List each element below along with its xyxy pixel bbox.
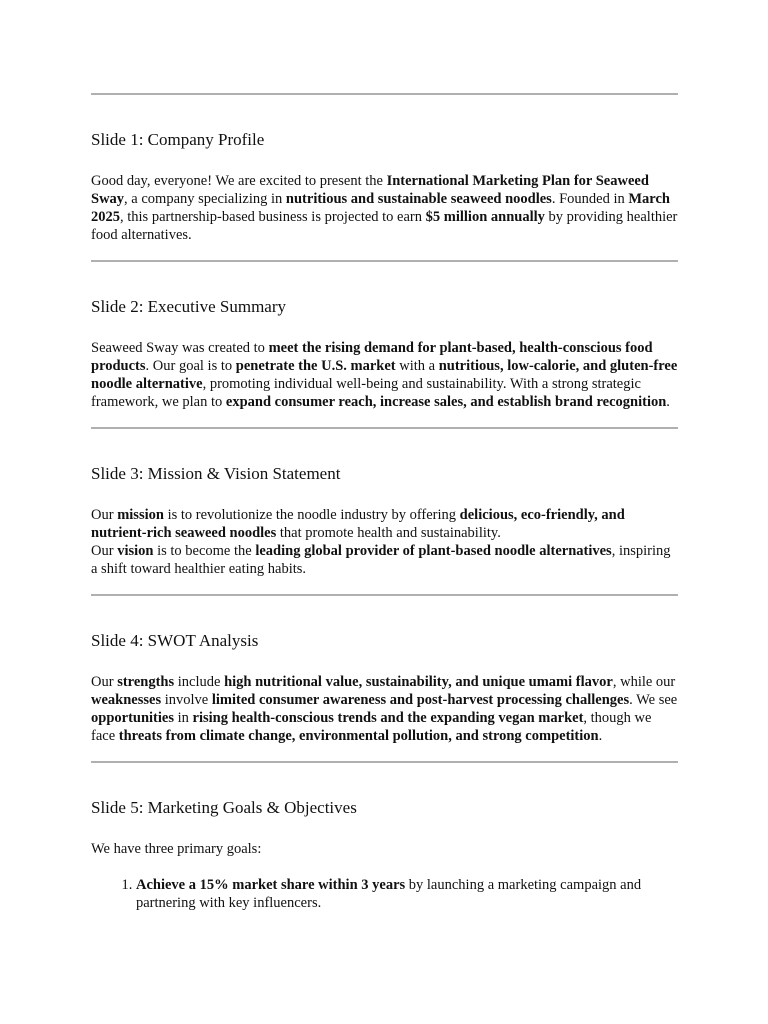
goals-list: [91, 876, 678, 912]
body-paragraph: [91, 172, 678, 244]
bold-text: limited consumer awareness and post-harvest processing challenges: [211, 692, 630, 708]
text-run: , inspiring a shift toward healthier eating habits.: [91, 543, 671, 577]
bold-text: threats from climate change, environmental pollution, and strong competition: [118, 728, 599, 744]
slide-title: Slide 5: Marketing Goals & Objectives: [91, 798, 357, 817]
bold-text: meet the rising demand for plant-based, health-conscious food products: [91, 340, 653, 374]
bold-text: delicious, eco-friendly, and nutrient-rich seaweed noodles: [91, 507, 625, 541]
text-run: Our: [91, 674, 118, 690]
text-run: .: [598, 728, 603, 744]
text-run: We have three primary goals:: [91, 841, 262, 857]
text-run: that promote health and sustainability.: [276, 525, 501, 541]
bold-text: vision: [117, 543, 154, 559]
list-item: [136, 876, 678, 912]
body-paragraph: [91, 542, 678, 578]
section-divider: [91, 427, 678, 429]
section-divider: [91, 260, 678, 262]
bold-text: International Marketing Plan for Seaweed Sway: [91, 173, 649, 207]
slide-title: Slide 3: Mission & Vision Statement: [91, 464, 341, 483]
slide-title: Slide 1: Company Profile: [91, 130, 265, 149]
bold-text: weaknesses: [91, 692, 162, 708]
text-run: Our: [91, 507, 118, 523]
text-run: Our: [91, 543, 118, 559]
bold-text: nutritious, low-calorie, and gluten-free noodle alternative: [91, 358, 678, 392]
bold-text: leading global provider of plant-based noodle alternatives: [255, 543, 612, 559]
bold-text: mission: [117, 507, 164, 523]
text-run: with a: [395, 358, 439, 374]
text-run: , promoting individual well-being and sustainability. With a strong strategic framework, we plan to: [91, 376, 641, 410]
bold-text: March 2025: [91, 191, 670, 225]
text-run: , a company specializing in: [124, 191, 286, 207]
section-divider: [91, 93, 678, 95]
text-run: . Founded in: [551, 191, 629, 207]
bold-text: high nutritional value, sustainability, and unique umami flavor: [224, 674, 613, 690]
text-run: is to become the: [153, 543, 256, 559]
text-run: . We see: [629, 692, 678, 708]
section-divider: [91, 594, 678, 596]
text-run: in: [174, 710, 193, 726]
section-divider: [91, 761, 678, 763]
text-run: , while our: [612, 674, 676, 690]
bold-text: penetrate the U.S. market: [235, 358, 396, 374]
body-paragraph: [91, 840, 678, 858]
bold-text: expand consumer reach, increase sales, and establish brand recognition: [225, 394, 667, 410]
text-run: by launching a marketing campaign and partnering with key influencers.: [136, 877, 642, 911]
body-paragraph: [91, 673, 678, 745]
slide-title: Slide 2: Executive Summary: [91, 297, 286, 316]
bold-text: Achieve a 15% market share within 3 years: [136, 877, 406, 893]
slide-title: Slide 4: SWOT Analysis: [91, 631, 259, 650]
bold-text: strengths: [117, 674, 175, 690]
text-run: by providing healthier food alternatives.: [91, 209, 678, 243]
text-run: involve: [161, 692, 212, 708]
text-run: include: [174, 674, 225, 690]
text-run: Seaweed Sway was created to: [91, 340, 269, 356]
document-content: [91, 0, 678, 912]
text-run: , though we face: [91, 710, 652, 744]
text-run: , this partnership-based business is projected to earn: [120, 209, 426, 225]
text-run: .: [666, 394, 670, 410]
bold-text: nutritious and sustainable seaweed noodles: [285, 191, 552, 207]
bold-text: $5 million annually: [425, 209, 545, 225]
text-run: . Our goal is to: [145, 358, 236, 374]
bold-text: rising health-conscious trends and the expanding vegan market: [192, 710, 584, 726]
bold-text: opportunities: [91, 710, 174, 726]
text-run: Good day, everyone! We are excited to present the: [91, 173, 387, 189]
body-paragraph: [91, 339, 678, 411]
body-paragraph: [91, 506, 678, 542]
text-run: is to revolutionize the noodle industry by offering: [163, 507, 460, 523]
